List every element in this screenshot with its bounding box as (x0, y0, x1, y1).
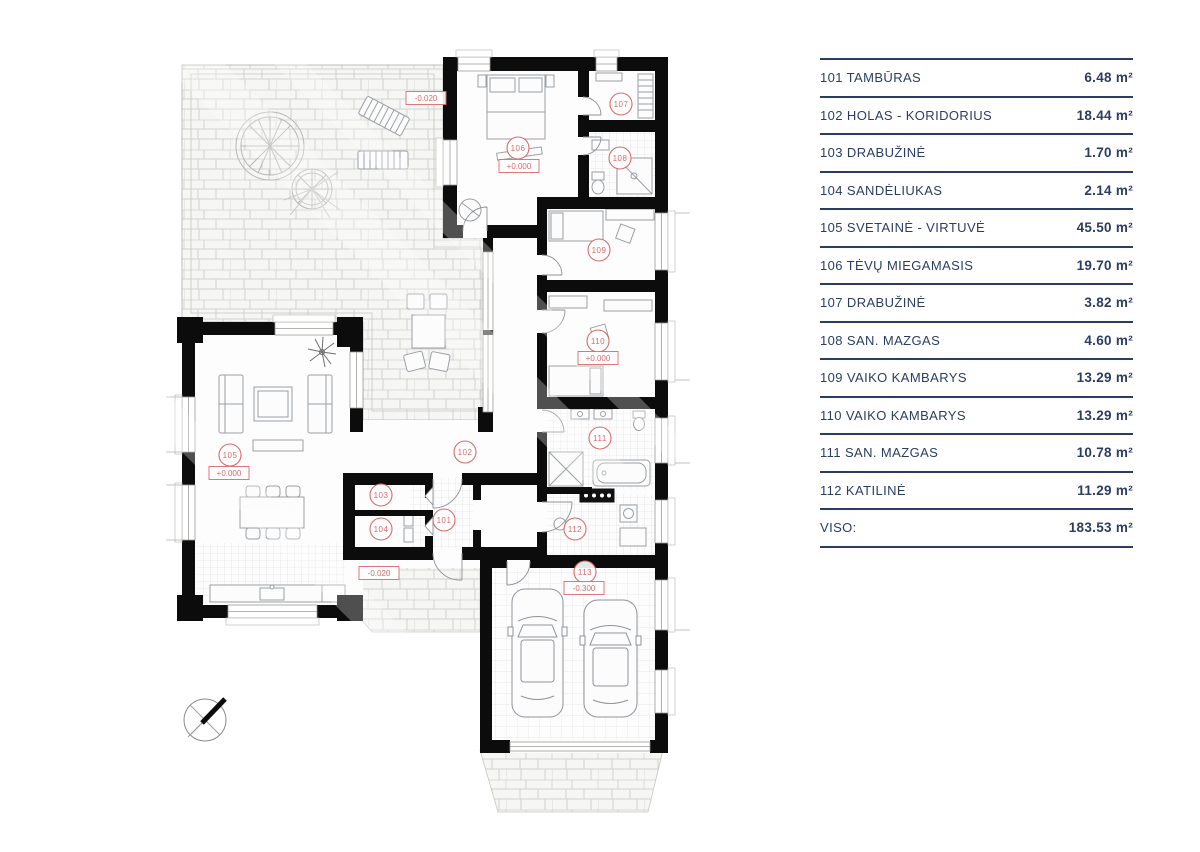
legend-row (820, 321, 1133, 359)
level-marker (406, 92, 446, 105)
svg-text:-0.020: -0.020 (367, 568, 391, 578)
room-area: 18.44 m² (1076, 107, 1133, 123)
room-number-label (609, 147, 631, 169)
room-name: 101 TAMBŪRAS (820, 70, 922, 86)
svg-text:107: 107 (613, 99, 629, 109)
room-name: 105 SVETAINĖ - VIRTUVĖ (820, 220, 986, 236)
armchair (459, 199, 481, 221)
level-marker (564, 582, 604, 595)
room-area: 11.29 m² (1077, 482, 1133, 498)
room-number-label (433, 509, 455, 531)
legend-row (820, 471, 1133, 509)
svg-text:104: 104 (373, 524, 389, 534)
compass-icon (184, 699, 226, 741)
car-suv (508, 589, 567, 717)
room-name: 108 SAN. MAZGAS (820, 332, 941, 348)
room-name: 111 SAN. MAZGAS (820, 445, 939, 461)
level-marker (359, 567, 399, 580)
svg-text:111: 111 (593, 433, 607, 443)
room-area: 4.60 m² (1084, 332, 1133, 348)
legend-row (820, 396, 1133, 434)
legend-row (820, 208, 1133, 246)
room-area: 13.29 m² (1076, 407, 1133, 423)
svg-text:112: 112 (567, 524, 583, 534)
room-area: 183.53 m² (1068, 520, 1133, 536)
svg-text:+0.000: +0.000 (216, 468, 242, 478)
room-number-label (454, 441, 476, 463)
room-name: 110 VAIKO KAMBARYS (820, 407, 966, 423)
room-area: 13.29 m² (1076, 370, 1133, 386)
level-marker (499, 160, 539, 173)
room-name: 103 DRABUŽINĖ (820, 145, 926, 161)
svg-text:-0.020: -0.020 (414, 93, 438, 103)
svg-text:+0.000: +0.000 (506, 161, 532, 171)
room-area: 3.82 m² (1084, 295, 1133, 311)
room-number-label (588, 239, 610, 261)
legend-row (820, 171, 1133, 209)
toilet-108 (592, 172, 604, 194)
room-area: 45.50 m² (1076, 220, 1133, 236)
legend-row (820, 96, 1133, 134)
utility-table (620, 528, 646, 546)
desk-110 (604, 300, 652, 311)
room-name: 112 KATILINĖ (820, 482, 906, 498)
legend-row (820, 358, 1133, 396)
driveway (480, 750, 663, 812)
room-name: 102 HOLAS - KORIDORIUS (820, 107, 993, 123)
legend-row (820, 433, 1133, 471)
room-number-label (589, 427, 611, 449)
svg-text:113: 113 (577, 567, 593, 577)
tv-bench (253, 440, 303, 451)
legend-row (820, 58, 1133, 96)
room-area: 6.48 m² (1084, 70, 1133, 86)
room-number-label (610, 93, 632, 115)
room-name: 104 SANDĖLIUKAS (820, 182, 943, 198)
room-area: 10.78 m² (1076, 445, 1133, 461)
legend-rows (820, 58, 1133, 546)
room-area: 19.70 m² (1076, 257, 1133, 273)
legend-total-row (820, 508, 1133, 546)
room-number-label (564, 518, 586, 540)
room-name: 107 DRABUŽINĖ (820, 295, 926, 311)
bed-double (478, 75, 554, 139)
legend-row (820, 133, 1133, 171)
desk-109 (606, 209, 654, 220)
room-number-label (219, 444, 241, 466)
svg-text:103: 103 (373, 490, 389, 500)
room-number-label (370, 484, 392, 506)
car-sedan (580, 600, 641, 717)
room-name: 109 VAIKO KAMBARYS (820, 370, 967, 386)
svg-text:108: 108 (612, 153, 628, 163)
svg-text:106: 106 (510, 143, 526, 153)
legend-row (820, 283, 1133, 321)
area-legend (820, 58, 1133, 548)
washer (620, 505, 637, 522)
room-area: 1.70 m² (1084, 145, 1133, 161)
svg-text:105: 105 (222, 450, 238, 460)
sofa (219, 375, 243, 433)
svg-text:102: 102 (457, 447, 473, 457)
bed-109 (549, 211, 603, 241)
room-name: VISO: (820, 520, 857, 536)
coffee-table (254, 387, 292, 421)
room-number-label (507, 137, 529, 159)
svg-text:109: 109 (591, 245, 607, 255)
svg-text:110: 110 (590, 336, 606, 346)
legend-row (820, 246, 1133, 284)
room-number-label (370, 518, 392, 540)
svg-text:101: 101 (436, 515, 452, 525)
sofa (308, 375, 332, 433)
wardrobe-110 (549, 296, 587, 308)
room-number-label (587, 330, 609, 352)
room-number-label (574, 561, 596, 583)
room-name: 106 TĖVŲ MIEGAMASIS (820, 257, 974, 273)
level-marker (209, 467, 249, 480)
svg-text:-0.300: -0.300 (572, 583, 596, 593)
svg-text:+0.000: +0.000 (585, 353, 611, 363)
level-marker (578, 352, 618, 365)
room-area: 2.14 m² (1084, 182, 1133, 198)
